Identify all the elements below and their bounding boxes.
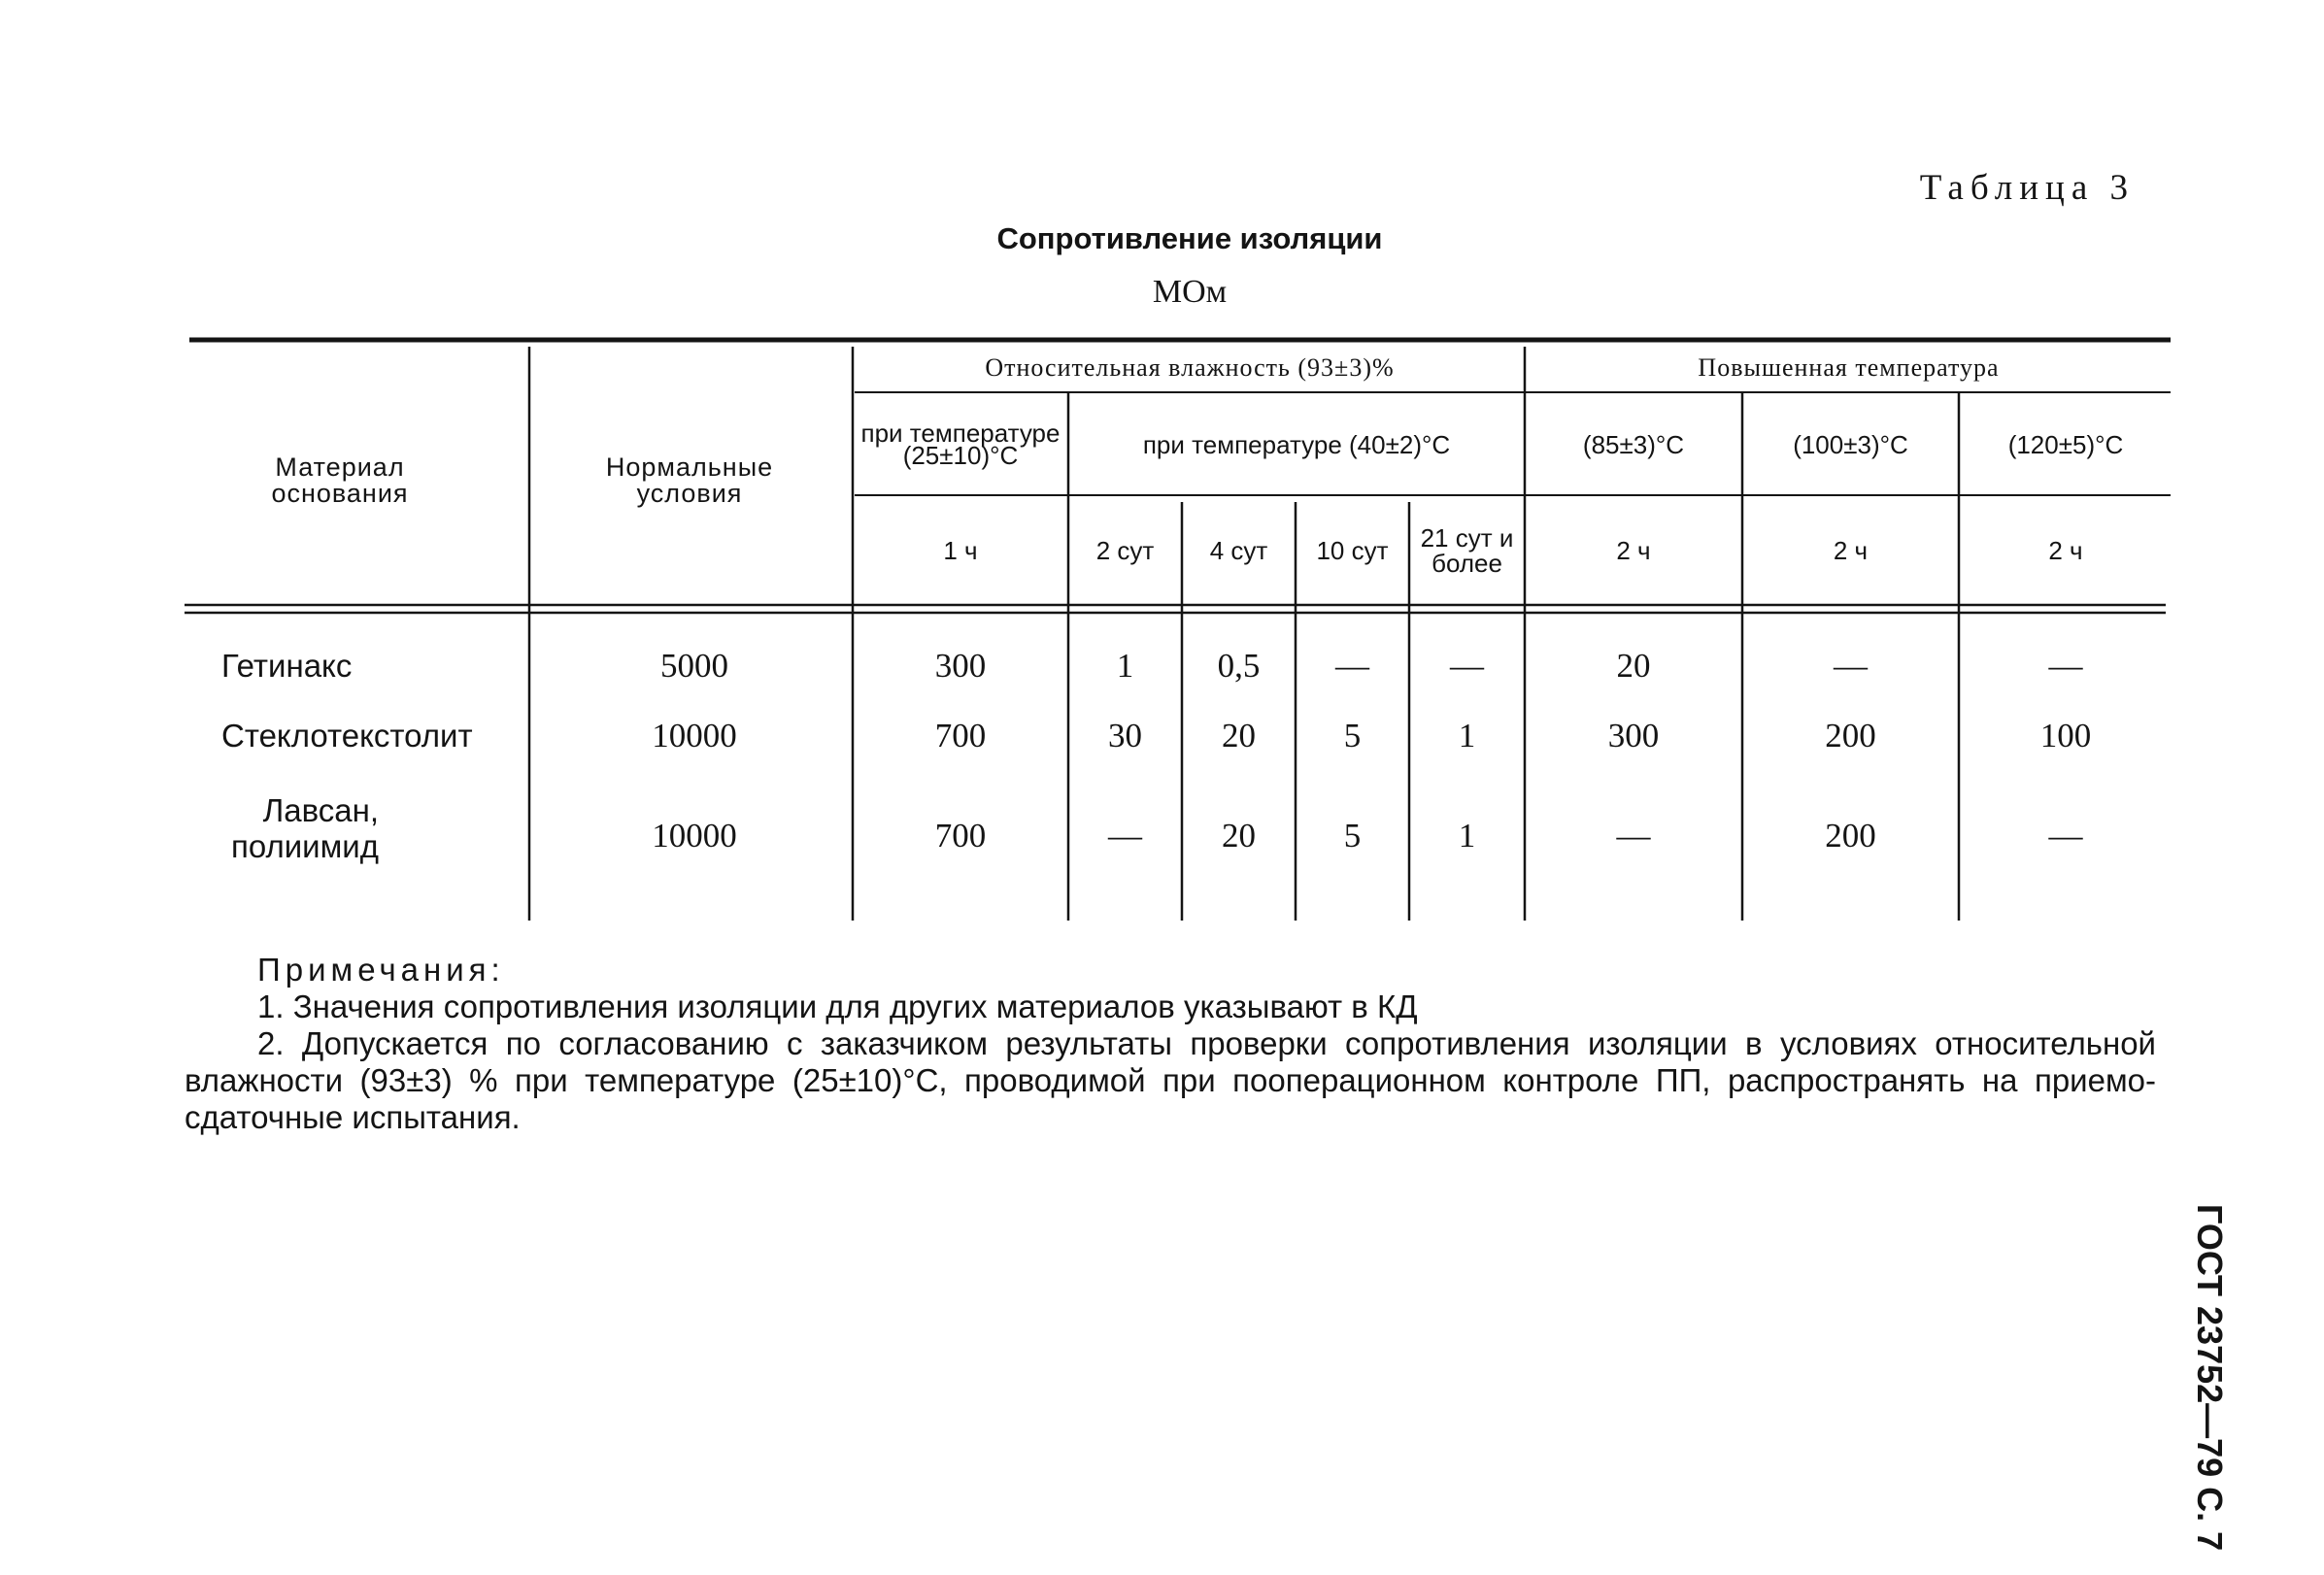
header-temp-100: (100±3)°С bbox=[1793, 430, 1908, 459]
row-2-temp-100: 200 bbox=[1825, 716, 1876, 754]
row-3-normal: 10000 bbox=[652, 816, 737, 855]
note-2: 2. Допускается по согласованию с заказчиком результаты проверки сопротивления изоляции в условиях относительной влажности (93±3) % при температуре (25±10)°С, проводимой при пооперационном контроле ПП, распространять на приемо-сдаточные испытания. bbox=[185, 1025, 2156, 1135]
row-3-rh-10d: 5 bbox=[1343, 816, 1362, 855]
row-3-temp-120: — bbox=[2048, 816, 2083, 855]
page-side-label: ГОСТ 23752—79 С. 7 bbox=[2190, 1204, 2230, 1552]
row-1-temp-100: — bbox=[1834, 646, 1868, 685]
table-unit: МОм bbox=[1152, 274, 1228, 310]
row-2-temp-85: 300 bbox=[1607, 716, 1660, 754]
row-3-temp-85: — bbox=[1616, 816, 1651, 855]
row-2-rh-1h: 700 bbox=[934, 716, 987, 754]
header-humidity-group: Относительная влажность (93±3)% bbox=[985, 353, 1395, 382]
header-duration-120-2h: 2 ч bbox=[2048, 536, 2083, 565]
row-1-rh-2d: 1 bbox=[1116, 646, 1134, 685]
row-2-material: Стеклотекстолит bbox=[221, 717, 473, 754]
row-1-normal: 5000 bbox=[660, 646, 728, 685]
table-number: Таблица 3 bbox=[1919, 168, 2135, 208]
row-2-temp-120: 100 bbox=[2039, 716, 2092, 754]
row-3-temp-100: 200 bbox=[1825, 816, 1876, 855]
header-duration-4d: 4 сут bbox=[1209, 536, 1268, 565]
header-duration-1h: 1 ч bbox=[943, 536, 978, 565]
notes-section bbox=[185, 952, 2156, 1136]
header-material: Материал основания bbox=[271, 452, 409, 508]
row-2-rh-21d: 1 bbox=[1458, 716, 1476, 754]
row-1-temp-120: — bbox=[2048, 646, 2083, 685]
notes-heading: Примечания: bbox=[257, 952, 505, 988]
row-2-rh-4d: 20 bbox=[1222, 716, 1256, 754]
row-2-normal: 10000 bbox=[652, 716, 737, 754]
header-duration-85-2h: 2 ч bbox=[1616, 536, 1651, 565]
row-1-rh-4d: 0,5 bbox=[1217, 646, 1261, 685]
header-temp-120: (120±5)°С bbox=[2007, 430, 2124, 459]
row-2-rh-10d: 5 bbox=[1343, 716, 1362, 754]
header-temp-25: при температуре (25±10)°С bbox=[860, 419, 1061, 470]
header-duration-2d: 2 сут bbox=[1095, 536, 1155, 565]
header-duration-10d: 10 сут bbox=[1316, 536, 1389, 565]
row-1-rh-1h: 300 bbox=[934, 646, 987, 685]
header-heat-group: Повышенная температура bbox=[1698, 353, 2000, 382]
note-1: 1. Значения сопротивления изоляции для других материалов указывают в КД bbox=[257, 989, 1418, 1024]
row-3-rh-1h: 700 bbox=[934, 816, 987, 855]
header-temp-85: (85±3)°С bbox=[1582, 430, 1685, 459]
row-1-rh-10d: — bbox=[1335, 646, 1369, 685]
row-3-rh-4d: 20 bbox=[1222, 816, 1256, 855]
row-1-rh-21d: — bbox=[1450, 646, 1484, 685]
row-2-rh-2d: 30 bbox=[1108, 716, 1142, 754]
row-3-rh-21d: 1 bbox=[1458, 816, 1476, 855]
header-temp-40: при температуре (40±2)°С bbox=[1142, 430, 1451, 459]
header-duration-100-2h: 2 ч bbox=[1833, 536, 1869, 565]
header-duration-21d: 21 сут и более bbox=[1420, 523, 1514, 578]
row-3-rh-2d: — bbox=[1108, 816, 1142, 855]
row-1-material: Гетинакс bbox=[221, 647, 353, 684]
row-1-temp-85: 20 bbox=[1616, 646, 1651, 685]
header-normal-conditions: Нормальные условия bbox=[605, 452, 774, 508]
row-3-material: Лавсан, полиимид bbox=[231, 792, 379, 864]
table-title: Сопротивление изоляции bbox=[996, 221, 1383, 255]
